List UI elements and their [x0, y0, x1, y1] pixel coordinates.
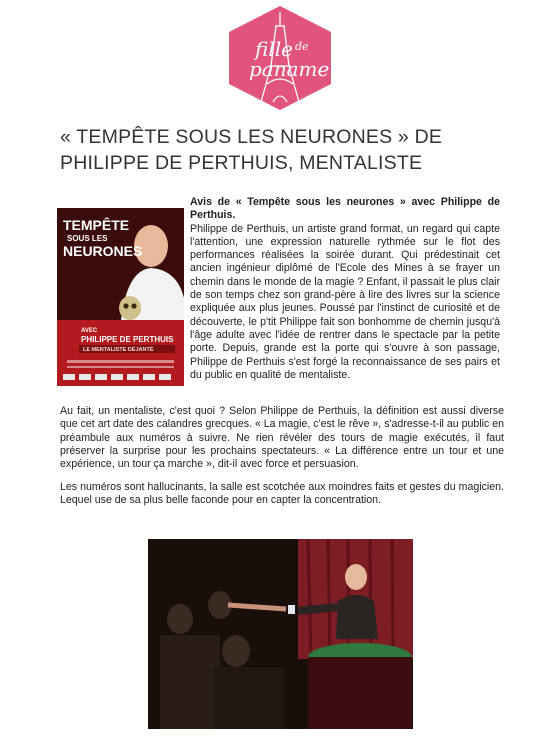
article-paragraph-1: Philippe de Perthuis, un artiste grand format, un regard qui capte l'attention, une expression naturelle rythmée sur le flot des performances réalisées la soirée durant. Qui prédestinait cet ancien ingénieur diplômé de l'Ecole des Mines à se frayer un chemin dans le monde de la magie ? Enfant, il passait le plus clair de son temps chez son grand-père à lire des livres sur la science expliquée aux plus jeunes. Poussé par l'instinct de curiosité et de découverte, le p'tit Philippe fait son bonhomme de chemin jusqu'à l'âge adulte avec l'idée de rentrer dans le spectacle par la petite porte. Depuis, grande est la porte qui s'ouvre à son passage, Philippe de Perthuis s'est forgé la reconnaissance de ses pairs et du public en qualité de mentaliste. [190, 222, 500, 381]
poster-avec: AVEC [81, 328, 98, 334]
performance-photo-art [148, 539, 413, 729]
fille-de-paname-logo [225, 4, 335, 112]
poster-artist-name: PHILIPPE DE PERTHUIS [81, 335, 174, 344]
poster-subtitle: LE MENTALISTE DÉJANTÉ [83, 347, 154, 353]
article-paragraph-2: Au fait, un mentaliste, c'est quoi ? Selon Philippe de Perthuis, la définition est aussi diverse que cet art date des calandres grecques. « La magie, c'est le rêve », s'adresse-t-il au public en préambule aux numéros à suivre. Ne rien révéler des tours de magie exécutés, il faut préserver la surprise pour les prochains spectateurs. « La différence entre un tour et une expérience, un tour ça marche », dit-il avec force et persuasion. [60, 405, 504, 471]
logo-word-de: de [295, 40, 309, 53]
poster-title-3: NEURONES [63, 243, 143, 259]
magician-suit [336, 595, 378, 639]
poster-artwork [57, 208, 184, 386]
performance-photo [148, 539, 413, 729]
article-lead: Avis de « Tempête sous les neurones » avec Philippe de Perthuis. [190, 196, 500, 222]
poster-title-2: SOUS LES [67, 234, 108, 243]
article-paragraph-3: Les numéros sont hallucinants, la salle est scotchée aux moindres faits et gestes du magicien. Lequel use de sa plus belle faconde pour en capter la concentration. [60, 481, 504, 507]
article-intro [190, 196, 500, 382]
playing-card [288, 605, 295, 614]
poster-title-1: TEMPÊTE [63, 217, 130, 233]
logo-word-paname: paname [249, 57, 330, 81]
logo-word-fille: fille [255, 37, 293, 61]
article-headline: « TEMPÊTE SOUS LES NEURONES » DE PHILIPPE DE PERTHUIS, MENTALISTE [60, 126, 443, 174]
show-poster [57, 208, 184, 386]
skull-icon [119, 296, 141, 320]
poster-sponsor-logos [63, 374, 171, 380]
magician-head [345, 564, 367, 590]
